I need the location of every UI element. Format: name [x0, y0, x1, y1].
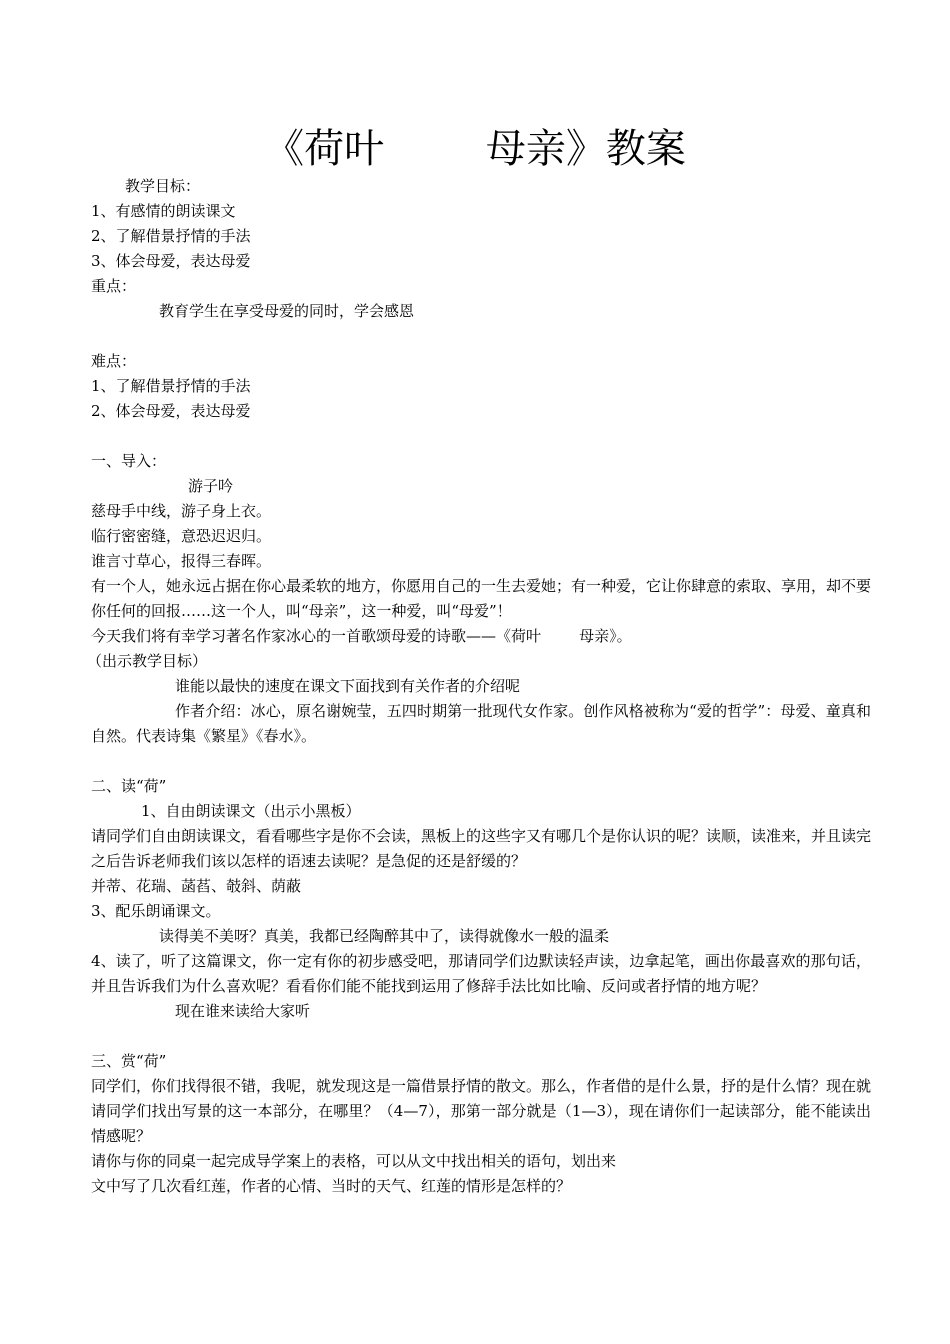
paragraph: 慈母手中线，游子身上衣。 [91, 502, 272, 520]
paragraph: 4、读了，听了这篇课文，你一定有你的初步感受吧，那请同学们边默读轻声读，边拿起笔，画出你最喜欢的那句话，并且告诉我们为什么喜欢呢？看看你们能不能找到运用了修辞手法比如比喻、反问或者抒情的地方呢？ [91, 952, 871, 995]
paragraph: 请你与你的同桌一起完成导学案上的表格，可以从文中找出相关的语句，划出来 [91, 1152, 617, 1170]
paragraph: 2、体会母爱，表达母爱 [91, 402, 251, 420]
paragraph: 同学们，你们找得很不错，我呢，就发现这是一篇借景抒情的散文。那么，作者借的是什么景，抒的是什么情？现在就请同学们找出写景的这一本部分，在哪里？（4—7），那第一部分就是（1—3），现在请你们一起读部分，能不能读出情感呢？ [91, 1077, 872, 1145]
paragraph: 1、了解借景抒情的手法 [91, 377, 251, 395]
blank-line [91, 1024, 871, 1049]
paragraph: 文中写了几次看红莲，作者的心情、当时的天气、红莲的情形是怎样的？ [91, 1177, 572, 1195]
paragraph: 作者介绍：冰心，原名谢婉莹，五四时期第一批现代女作家。创作风格被称为“爱的哲学”：母爱、童真和自然。代表诗集《繁星》《春水》。 [91, 702, 871, 745]
blank-line [91, 424, 871, 449]
blank-line [91, 324, 871, 349]
paragraph: 有一个人，她永远占据在你心最柔软的地方，你愿用自己的一生去爱她；有一种爱，它让你肆意的索取、享用，却不要你任何的回报……这一个人，叫“母亲”，这一种爱，叫“母爱”！ [91, 577, 872, 620]
document-body [87, 174, 872, 1199]
paragraph: 请同学们自由朗读课文，看看哪些字是你不会读，黑板上的这些字又有哪几个是你认识的呢？读顺，读准来，并且读完之后告诉老师我们该以怎样的语速去读呢？是急促的还是舒缓的？ [91, 827, 872, 870]
paragraph: 游子吟 [188, 477, 234, 495]
paragraph: 1、有感情的朗读课文 [91, 202, 236, 220]
paragraph: 三、赏“荷” [91, 1052, 167, 1070]
paragraph: 重点： [91, 277, 137, 295]
paragraph: 并蒂、花瑞、菡萏、攲斜、荫蔽 [91, 877, 302, 895]
paragraph: 难点： [91, 352, 137, 370]
paragraph: 教学目标： [125, 177, 201, 195]
paragraph: 谁能以最快的速度在课文下面找到有关作者的介绍呢 [175, 677, 521, 695]
paragraph: 3、体会母爱，表达母爱 [91, 252, 251, 270]
paragraph: 读得美不美呀？真美，我都已经陶醉其中了，读得就像水一般的温柔 [159, 927, 610, 945]
paragraph: 现在谁来读给大家听 [175, 1002, 311, 1020]
paragraph: 1、自由朗读课文（出示小黑板） [141, 802, 361, 820]
blank-line [91, 749, 871, 774]
paragraph: 谁言寸草心，报得三春晖。 [91, 552, 272, 570]
paragraph: （出示教学目标） [87, 652, 208, 670]
paragraph: 临行密密缝，意恐迟迟归。 [91, 527, 272, 545]
paragraph: 2、了解借景抒情的手法 [91, 227, 251, 245]
paragraph: 今天我们将有幸学习著名作家冰心的一首歌颂母爱的诗歌——《荷叶 母亲》。 [91, 627, 632, 645]
paragraph: 二、读“荷” [91, 777, 167, 795]
paragraph: 一、导入： [91, 452, 167, 470]
document-title: 《荷叶 母亲》教案 [264, 126, 686, 172]
paragraph: 教育学生在享受母爱的同时，学会感恩 [159, 302, 415, 320]
paragraph: 3、配乐朗诵课文。 [91, 902, 221, 920]
